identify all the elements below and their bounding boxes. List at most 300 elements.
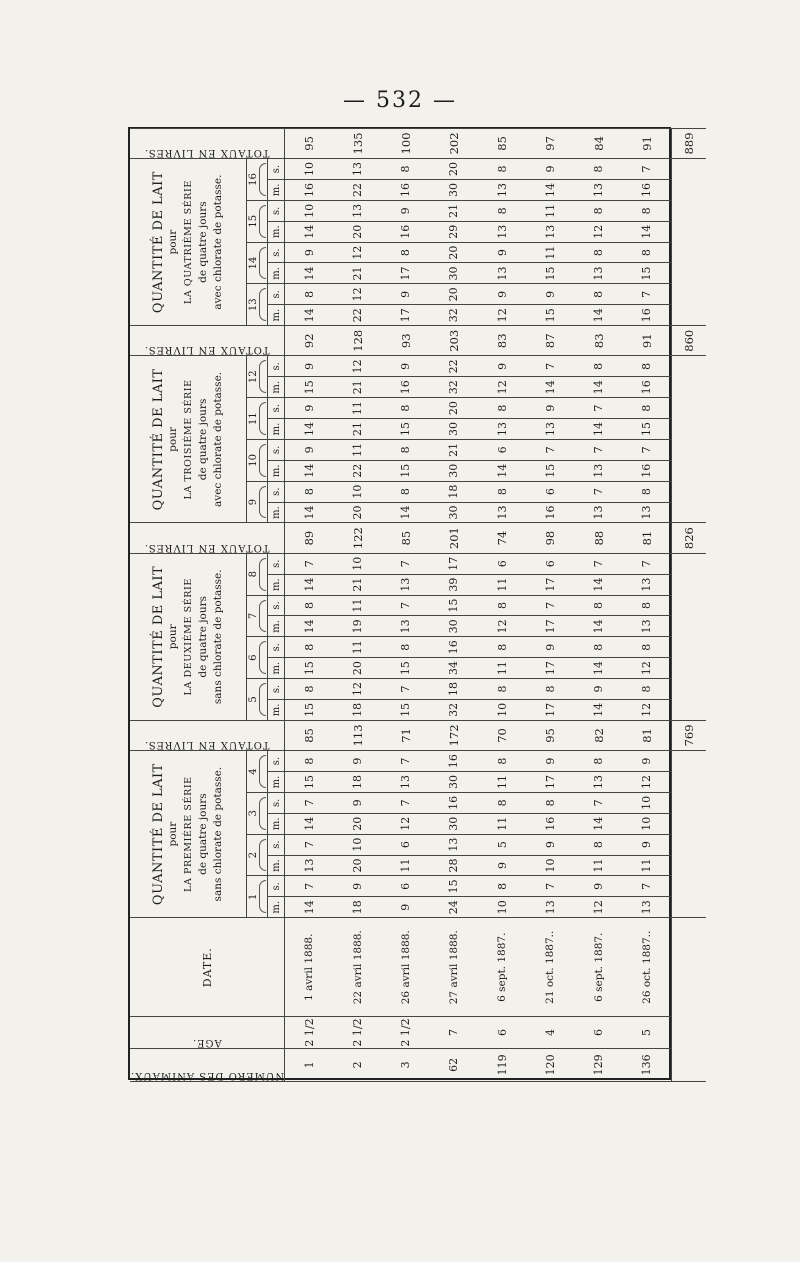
milk-value: 7 xyxy=(623,439,672,460)
milk-value: 15 xyxy=(430,595,478,616)
milk-value: 11 xyxy=(478,772,526,793)
milk-value: 12 xyxy=(575,897,623,918)
day-bracket xyxy=(259,486,266,519)
milk-value: 8 xyxy=(285,481,334,502)
milk-value: 30 xyxy=(430,180,478,201)
series-3-header xyxy=(130,356,247,523)
animal-number: 1 xyxy=(285,1048,334,1081)
milk-value: 13 xyxy=(575,502,623,523)
milk-value: 20 xyxy=(333,221,381,242)
milk-value: 7 xyxy=(575,398,623,419)
milk-value: 7 xyxy=(623,284,672,305)
series-header-line4: de quatre jours xyxy=(196,596,209,678)
animal-number: 129 xyxy=(575,1048,623,1081)
series-grand-total: 826 xyxy=(672,523,706,553)
milk-value: 7 xyxy=(575,792,623,813)
day-number: 5 xyxy=(248,696,260,703)
milk-value: 30 xyxy=(430,502,478,523)
milk-value: 32 xyxy=(430,699,478,720)
milk-value: 22 xyxy=(430,356,478,377)
series-1-header xyxy=(130,751,247,918)
milk-value: 18 xyxy=(333,699,381,720)
animal-number: 3 xyxy=(382,1048,430,1081)
milk-value: 11 xyxy=(333,595,381,616)
milk-value: 9 xyxy=(285,398,334,419)
milk-value: 20 xyxy=(333,855,381,876)
day-bracket xyxy=(259,288,266,321)
record-date: 27 avril 1888. xyxy=(430,918,478,1017)
morning-header: m. xyxy=(268,377,285,398)
milk-value: 14 xyxy=(285,502,334,523)
milk-value: 8 xyxy=(623,679,672,700)
milk-value: 20 xyxy=(333,658,381,679)
milk-value: 12 xyxy=(623,658,672,679)
milk-value: 8 xyxy=(285,595,334,616)
milk-value: 10 xyxy=(333,834,381,855)
milk-value: 9 xyxy=(526,834,574,855)
milk-value: 8 xyxy=(478,159,526,180)
milk-value: 9 xyxy=(478,242,526,263)
day-number: 6 xyxy=(248,654,260,661)
milk-value: 15 xyxy=(285,699,334,720)
day-bracket xyxy=(259,755,266,788)
milk-value: 9 xyxy=(285,356,334,377)
record-date: 1 avril 1888. xyxy=(285,918,334,1017)
milk-value: 12 xyxy=(478,305,526,326)
milk-value: 14 xyxy=(575,813,623,834)
milk-value: 9 xyxy=(382,897,430,918)
series-total: 89 xyxy=(285,523,334,553)
milk-value: 13 xyxy=(526,221,574,242)
milk-value: 9 xyxy=(478,284,526,305)
day-header xyxy=(247,792,268,834)
evening-header: s. xyxy=(268,284,285,305)
milk-value: 18 xyxy=(430,481,478,502)
milk-value: 11 xyxy=(575,855,623,876)
morning-header: m. xyxy=(268,221,285,242)
milk-value: 13 xyxy=(575,772,623,793)
table-row xyxy=(333,128,381,1081)
milk-value: 9 xyxy=(575,679,623,700)
milk-value: 8 xyxy=(478,679,526,700)
series-header-line5: sans chlorate de potasse. xyxy=(211,569,224,705)
milk-value: 11 xyxy=(478,813,526,834)
evening-header: s. xyxy=(268,398,285,419)
animal-number: 136 xyxy=(623,1048,672,1081)
day-number: 9 xyxy=(248,498,260,506)
series-header-line3: LA QUATRIÈME SÉRIE xyxy=(182,180,194,305)
milk-value: 16 xyxy=(382,377,430,398)
day-header xyxy=(247,751,268,793)
page-number: — 532 — xyxy=(343,88,457,113)
series-total: 100 xyxy=(382,128,430,158)
series-total: 97 xyxy=(526,128,574,158)
milk-value: 13 xyxy=(382,772,430,793)
day-bracket xyxy=(259,163,266,196)
milk-value: 8 xyxy=(623,356,672,377)
milk-value: 10 xyxy=(285,159,334,180)
morning-header: m. xyxy=(268,574,285,595)
series-total: 91 xyxy=(623,326,672,356)
milk-value: 7 xyxy=(526,439,574,460)
series-header-line2: pour xyxy=(166,229,179,255)
milk-value: 13 xyxy=(623,502,672,523)
numero-header xyxy=(130,1048,285,1081)
milk-value: 9 xyxy=(382,200,430,221)
milk-value: 14 xyxy=(285,263,334,284)
series-header-line4: de quatre jours xyxy=(196,398,209,481)
milk-value: 12 xyxy=(623,699,672,720)
milk-value: 30 xyxy=(430,419,478,440)
milk-value: 12 xyxy=(333,679,381,700)
milk-value: 11 xyxy=(526,242,574,263)
milk-value: 16 xyxy=(526,502,574,523)
milk-value: 13 xyxy=(575,180,623,201)
rotated-table-container xyxy=(130,129,697,1082)
series-header-line3: LA TROISIÈME SÉRIE xyxy=(182,379,194,500)
milk-value: 12 xyxy=(333,242,381,263)
milk-value: 14 xyxy=(285,419,334,440)
milk-value: 8 xyxy=(382,439,430,460)
milk-value: 21 xyxy=(430,200,478,221)
series-header-line2: pour xyxy=(166,624,179,650)
milk-value: 13 xyxy=(623,574,672,595)
milk-value: 8 xyxy=(623,595,672,616)
series-4-totals-header-label: TOTAUX EN LIVRES. xyxy=(144,147,270,159)
milk-value: 10 xyxy=(623,792,672,813)
milk-value: 15 xyxy=(285,658,334,679)
milk-value: 16 xyxy=(430,792,478,813)
milk-value: 9 xyxy=(382,284,430,305)
age-header xyxy=(130,1017,285,1048)
milk-value: 21 xyxy=(333,263,381,284)
milk-value: 8 xyxy=(575,356,623,377)
day-number: 12 xyxy=(248,370,260,384)
milk-value: 6 xyxy=(478,553,526,574)
milk-value: 9 xyxy=(285,439,334,460)
milk-value: 17 xyxy=(526,574,574,595)
milk-value: 11 xyxy=(333,398,381,419)
milk-value: 30 xyxy=(430,263,478,284)
milk-value: 15 xyxy=(623,419,672,440)
morning-header: m. xyxy=(268,502,285,523)
milk-value: 21 xyxy=(333,574,381,595)
milk-value: 17 xyxy=(382,305,430,326)
data-table-frame xyxy=(128,127,697,1081)
milk-value: 5 xyxy=(478,834,526,855)
milk-value: 8 xyxy=(285,679,334,700)
milk-value: 7 xyxy=(382,553,430,574)
day-bracket xyxy=(259,247,266,280)
milk-value: 19 xyxy=(333,616,381,637)
milk-value: 12 xyxy=(382,813,430,834)
morning-header: m. xyxy=(268,813,285,834)
milk-value: 13 xyxy=(478,502,526,523)
milk-value: 22 xyxy=(333,180,381,201)
milk-value: 10 xyxy=(623,813,672,834)
milk-value: 7 xyxy=(382,595,430,616)
milk-value: 8 xyxy=(478,637,526,658)
milk-value: 7 xyxy=(623,159,672,180)
header-row-titles xyxy=(130,128,247,1081)
milk-value: 16 xyxy=(623,377,672,398)
day-header xyxy=(247,679,268,721)
evening-header: s. xyxy=(268,356,285,377)
series-total: 135 xyxy=(333,128,381,158)
evening-header: s. xyxy=(268,481,285,502)
milk-value: 7 xyxy=(285,792,334,813)
milk-value: 13 xyxy=(526,897,574,918)
morning-header: m. xyxy=(268,772,285,793)
milk-value: 8 xyxy=(623,398,672,419)
milk-value: 13 xyxy=(478,263,526,284)
series-header-line1: QUANTITÉ DE LAIT xyxy=(150,565,166,708)
milk-value: 7 xyxy=(623,553,672,574)
milk-value: 20 xyxy=(333,813,381,834)
grand-total-gap xyxy=(672,356,706,523)
milk-value: 16 xyxy=(623,180,672,201)
evening-header: s. xyxy=(268,200,285,221)
series-total: 91 xyxy=(623,128,672,158)
milk-value: 14 xyxy=(285,221,334,242)
series-header-line5: avec chlorate de potasse. xyxy=(211,371,224,507)
milk-value: 17 xyxy=(430,553,478,574)
milk-value: 21 xyxy=(430,439,478,460)
milk-value: 13 xyxy=(382,574,430,595)
morning-header: m. xyxy=(268,180,285,201)
milk-value: 14 xyxy=(285,813,334,834)
table-row xyxy=(623,128,672,1081)
milk-value: 16 xyxy=(430,637,478,658)
evening-header: s. xyxy=(268,679,285,700)
milk-value: 39 xyxy=(430,574,478,595)
milk-value: 8 xyxy=(285,751,334,772)
milk-value: 10 xyxy=(333,553,381,574)
series-4-totals-header xyxy=(130,128,285,158)
milk-value: 13 xyxy=(333,159,381,180)
grand-total-gap xyxy=(672,553,706,720)
series-grand-total: 860 xyxy=(672,326,706,356)
milk-value: 15 xyxy=(526,305,574,326)
milk-value: 8 xyxy=(382,481,430,502)
series-total: 81 xyxy=(623,523,672,553)
record-date: 6 sept. 1887. xyxy=(478,918,526,1017)
milk-value: 9 xyxy=(333,876,381,897)
milk-value: 8 xyxy=(478,595,526,616)
milk-value: 15 xyxy=(382,460,430,481)
milk-value: 8 xyxy=(623,200,672,221)
milk-value: 9 xyxy=(526,284,574,305)
series-total: 85 xyxy=(285,720,334,750)
series-header-line1: QUANTITÉ DE LAIT xyxy=(150,763,166,906)
morning-header: m. xyxy=(268,897,285,918)
day-bracket xyxy=(259,600,266,633)
animal-age: 4 xyxy=(526,1017,574,1048)
milk-value: 9 xyxy=(526,637,574,658)
animal-number: 120 xyxy=(526,1048,574,1081)
milk-value: 7 xyxy=(575,553,623,574)
milk-value: 20 xyxy=(430,398,478,419)
milk-value: 10 xyxy=(526,855,574,876)
milk-value: 30 xyxy=(430,772,478,793)
milk-value: 16 xyxy=(526,813,574,834)
series-total: 95 xyxy=(285,128,334,158)
day-number: 14 xyxy=(248,256,260,270)
milk-value: 7 xyxy=(575,439,623,460)
milk-value: 18 xyxy=(333,897,381,918)
milk-value: 14 xyxy=(285,305,334,326)
milk-value: 8 xyxy=(623,242,672,263)
milk-value: 8 xyxy=(382,159,430,180)
milk-value: 22 xyxy=(333,460,381,481)
series-header-line5: avec chlorate de potasse. xyxy=(211,174,224,310)
day-bracket xyxy=(259,444,266,477)
milk-value: 20 xyxy=(430,159,478,180)
table-row xyxy=(478,128,526,1081)
record-date: 26 oct. 1887.. xyxy=(623,918,672,1017)
milk-value: 8 xyxy=(526,792,574,813)
milk-value: 14 xyxy=(575,377,623,398)
grand-total-gap xyxy=(672,751,706,918)
milk-value: 9 xyxy=(526,751,574,772)
milk-value: 9 xyxy=(526,159,574,180)
milk-value: 7 xyxy=(382,751,430,772)
day-number: 11 xyxy=(248,412,260,425)
series-header-line1: QUANTITÉ DE LAIT xyxy=(150,368,166,511)
milk-value: 21 xyxy=(333,377,381,398)
morning-header: m. xyxy=(268,263,285,284)
series-total: 85 xyxy=(478,128,526,158)
milk-value: 14 xyxy=(382,502,430,523)
milk-value: 9 xyxy=(478,855,526,876)
milk-value: 8 xyxy=(575,834,623,855)
series-total: 98 xyxy=(526,523,574,553)
series-total: 92 xyxy=(285,326,334,356)
milk-value: 12 xyxy=(623,772,672,793)
milk-value: 14 xyxy=(575,419,623,440)
series-header-line3: LA PREMIÈRE SÉRIE xyxy=(182,776,194,892)
milk-value: 11 xyxy=(478,574,526,595)
milk-value: 14 xyxy=(285,897,334,918)
milk-value: 15 xyxy=(285,772,334,793)
animal-age: 7 xyxy=(430,1017,478,1048)
milk-value: 8 xyxy=(285,284,334,305)
milk-value: 14 xyxy=(526,377,574,398)
milk-value: 6 xyxy=(526,481,574,502)
day-header xyxy=(247,398,268,440)
series-grand-total: 769 xyxy=(672,720,706,750)
milk-value: 32 xyxy=(430,305,478,326)
milk-value: 32 xyxy=(430,377,478,398)
milk-value: 8 xyxy=(575,242,623,263)
milk-value: 7 xyxy=(285,876,334,897)
series-total: 172 xyxy=(430,720,478,750)
milk-value: 14 xyxy=(285,616,334,637)
milk-value: 8 xyxy=(478,751,526,772)
milk-value: 15 xyxy=(285,377,334,398)
milk-value: 10 xyxy=(285,200,334,221)
series-total: 88 xyxy=(575,523,623,553)
milk-value: 16 xyxy=(382,180,430,201)
animal-age: 2 1/2 xyxy=(285,1017,334,1048)
milk-value: 8 xyxy=(623,481,672,502)
series-total: 83 xyxy=(575,326,623,356)
milk-value: 12 xyxy=(333,356,381,377)
table-row xyxy=(382,128,430,1081)
milk-value: 14 xyxy=(575,699,623,720)
series-header-line5: sans chlorate de potasse. xyxy=(211,766,224,902)
day-number: 7 xyxy=(248,612,260,620)
milk-value: 17 xyxy=(526,616,574,637)
animal-age: 2 1/2 xyxy=(382,1017,430,1048)
series-grand-total: 889 xyxy=(672,128,706,158)
milk-value: 30 xyxy=(430,813,478,834)
milk-value: 13 xyxy=(333,200,381,221)
numero-header-label: NUMÉRO DES ANIMAUX. xyxy=(130,1070,285,1081)
milk-value: 12 xyxy=(478,616,526,637)
milk-value: 14 xyxy=(575,616,623,637)
milk-value: 18 xyxy=(333,772,381,793)
series-header-line1: QUANTITÉ DE LAIT xyxy=(150,171,166,314)
milk-value: 9 xyxy=(575,876,623,897)
evening-header: s. xyxy=(268,751,285,772)
milk-value: 9 xyxy=(382,356,430,377)
milk-value: 17 xyxy=(526,699,574,720)
milk-value: 9 xyxy=(623,834,672,855)
milk-value: 8 xyxy=(382,637,430,658)
milk-value: 24 xyxy=(430,897,478,918)
milk-value: 29 xyxy=(430,221,478,242)
milk-value: 15 xyxy=(526,263,574,284)
milk-value: 8 xyxy=(575,751,623,772)
milk-value: 9 xyxy=(623,751,672,772)
milk-value: 6 xyxy=(382,876,430,897)
day-header xyxy=(247,595,268,637)
series-total: 128 xyxy=(333,326,381,356)
evening-header: s. xyxy=(268,159,285,180)
series-total: 82 xyxy=(575,720,623,750)
morning-header: m. xyxy=(268,855,285,876)
milk-value: 22 xyxy=(333,305,381,326)
day-bracket xyxy=(259,880,266,913)
milk-value: 10 xyxy=(333,481,381,502)
milk-value: 10 xyxy=(478,699,526,720)
evening-header: s. xyxy=(268,637,285,658)
age-header-label: AGE. xyxy=(192,1036,222,1048)
milk-value: 7 xyxy=(575,481,623,502)
animal-number: 119 xyxy=(478,1048,526,1081)
milk-value: 7 xyxy=(285,553,334,574)
milk-value: 16 xyxy=(623,460,672,481)
day-number: 15 xyxy=(248,214,260,228)
milk-value: 9 xyxy=(285,242,334,263)
day-number: 16 xyxy=(248,173,260,186)
morning-header: m. xyxy=(268,699,285,720)
milk-value: 8 xyxy=(575,159,623,180)
evening-header: s. xyxy=(268,834,285,855)
milk-value: 8 xyxy=(575,284,623,305)
series-total: 113 xyxy=(333,720,381,750)
milk-value: 16 xyxy=(430,751,478,772)
animal-number: 62 xyxy=(430,1048,478,1081)
milk-value: 13 xyxy=(478,221,526,242)
milk-value: 8 xyxy=(575,595,623,616)
milk-value: 8 xyxy=(478,200,526,221)
day-bracket xyxy=(259,683,266,716)
milk-value: 14 xyxy=(575,658,623,679)
milk-value: 14 xyxy=(285,460,334,481)
series-4-header xyxy=(130,159,247,326)
